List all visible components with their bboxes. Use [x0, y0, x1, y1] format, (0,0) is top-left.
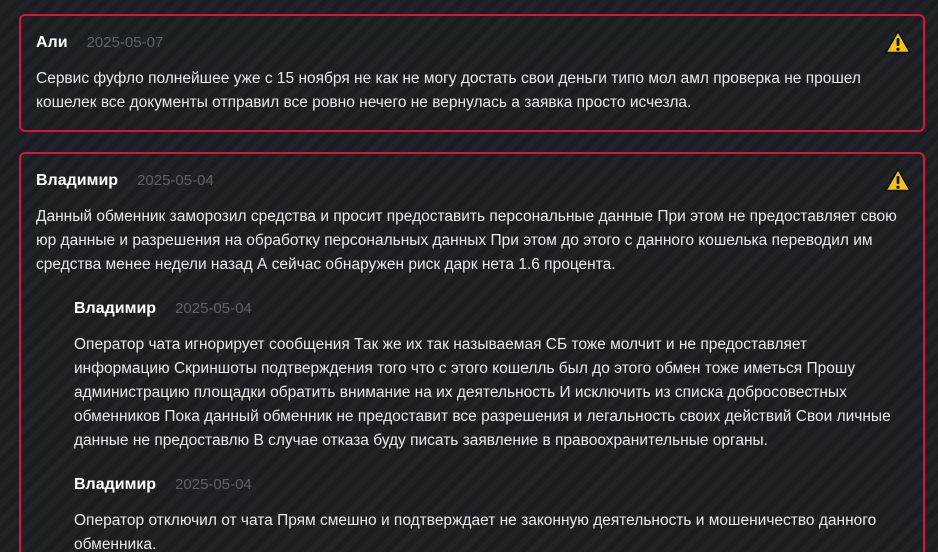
reply-header — [74, 476, 252, 494]
reply-author: Владимир — [74, 476, 157, 493]
review-author: Али — [36, 34, 68, 51]
review-date: 2025-05-07 — [86, 34, 164, 51]
warning-icon[interactable] — [885, 168, 911, 192]
reply-header — [74, 300, 252, 318]
warning-icon[interactable] — [885, 30, 911, 54]
reply-text: Оператор чата игнорирует сообщения Так же их так называемая СБ тоже молчит и не предоставляет информацию Скриншоты подтверждения того что с этого кошелль был до этого обмен тоже иметься Прошу администрацию площадки обратить внимание на их деятельность И исключить из списка добросовестных обменников Пока данный обменник не предоставит все разрешения и легальность своих действий Свои личные данные не предоставлю В случае отказа буду писать заявление в правоохранительные органы. — [74, 336, 891, 449]
review-text: Данный обменник заморозил средства и просит предоставить персональные данные При этом не предоставляет свою юр данные и разрешения на обработку персональных данных При этом до этого с данного кошелька переводил им средства менее недели назад А сейчас обнаружен риск дарк нета 1.6 процента. — [36, 208, 897, 273]
reply-text: Оператор отключил от чата Прям смешно и подтверждает не законную деятельность и мошеничество данного обменника. — [74, 512, 877, 552]
review-text: Сервис фуфло полнейшее уже с 15 ноября не как не могу достать свои деньги типо мол амл проверка не прошел кошелек все документы отправил все ровно нечего не вернулась а заявка просто исчезла. — [36, 70, 861, 111]
reply-author: Владимир — [74, 300, 157, 317]
reply-date: 2025-05-04 — [175, 300, 252, 317]
review-card — [19, 152, 925, 552]
review-header — [36, 172, 214, 190]
review-author: Владимир — [36, 172, 119, 189]
reply-date: 2025-05-04 — [175, 476, 252, 493]
review-header — [36, 34, 163, 52]
review-card — [19, 14, 925, 132]
review-date: 2025-05-04 — [137, 172, 214, 189]
